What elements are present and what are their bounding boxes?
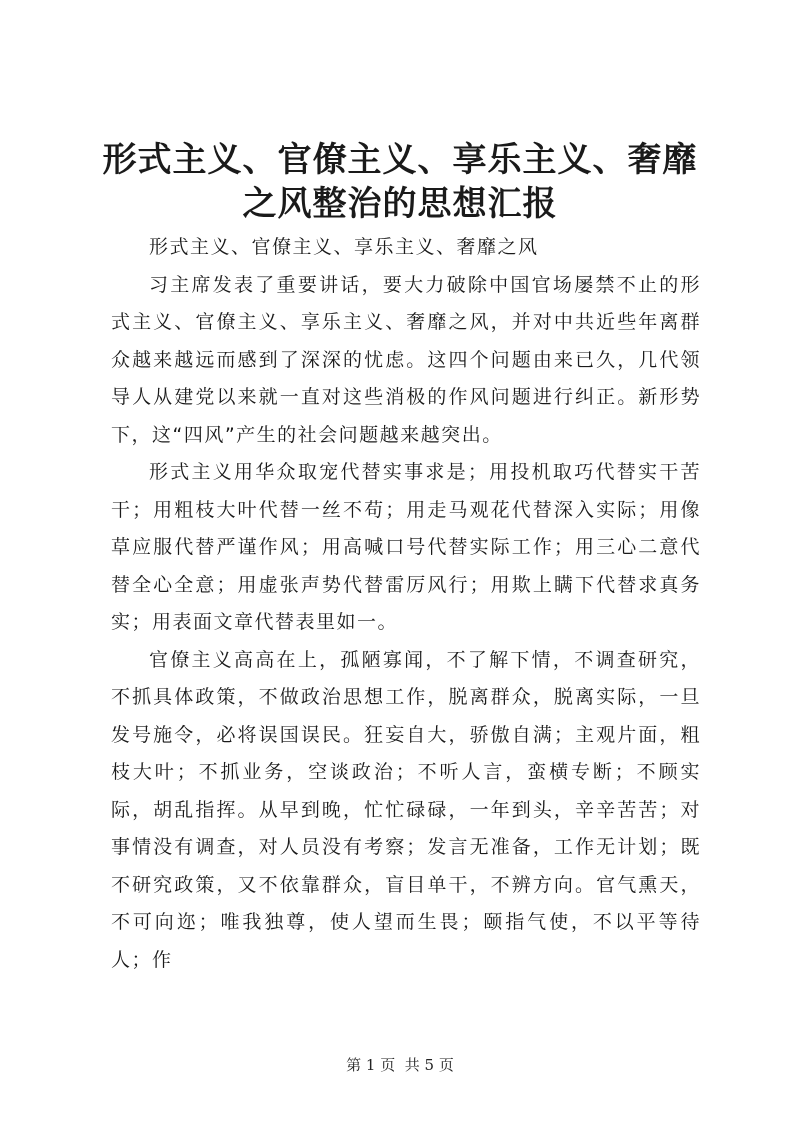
paragraph-bureaucracy: 官僚主义高高在上，孤陋寡闻，不了解下情，不调查研究，不抓具体政策，不做政治思想工作，脱离群众，脱离实际，一旦发号施令，必将误国误民。狂妄自大，骄傲自满；主观片面，粗枝大叶；不抓业务，空谈政治；不听人言，蛮横专断；不顾实际，胡乱指挥。从早到晚，忙忙碌碌，一年到头，辛辛苦苦；对事情没有调查，对人员没有考察；发言无准备，工作无计划；既不研究政策，又不依靠群众，盲目单干，不辨方向。官气熏天，不可向迩；唯我独尊，使人望而生畏；颐指气使，不以平等待人；作	[111, 648, 701, 971]
document-title: 形式主义、官僚主义、享乐主义、奢靡之风整治的思想汇报	[102, 140, 698, 224]
page-number-label: 第 1 页 共 5 页	[346, 1056, 454, 1074]
paragraph-formalism: 形式主义用华众取宠代替实事求是；用投机取巧代替实干苦干；用粗枝大叶代替一丝不苟；用走马观花代替深入实际；用像草应服代替严谨作风；用高喊口号代替实际工作；用三心二意代替全心全意；用虚张声势代替雷厉风行；用欺上瞒下代替求真务实；用表面文章代替表里如一。	[111, 461, 701, 633]
document-body	[111, 229, 701, 979]
page-footer	[0, 1055, 800, 1075]
paragraph-intro: 习主席发表了重要讲话，要大力破除中国官场屡禁不止的形式主义、官僚主义、享乐主义、奢靡之风，并对中共近些年离群众越来越远而感到了深深的忧虑。这四个问题由来已久，几代领导人从建党以来就一直对这些消极的作风问题进行纠正。新形势下，这“四风”产生的社会问题越来越突出。	[111, 273, 701, 446]
paragraph-subtitle: 形式主义、官僚主义、享乐主义、奢靡之风	[149, 236, 539, 258]
